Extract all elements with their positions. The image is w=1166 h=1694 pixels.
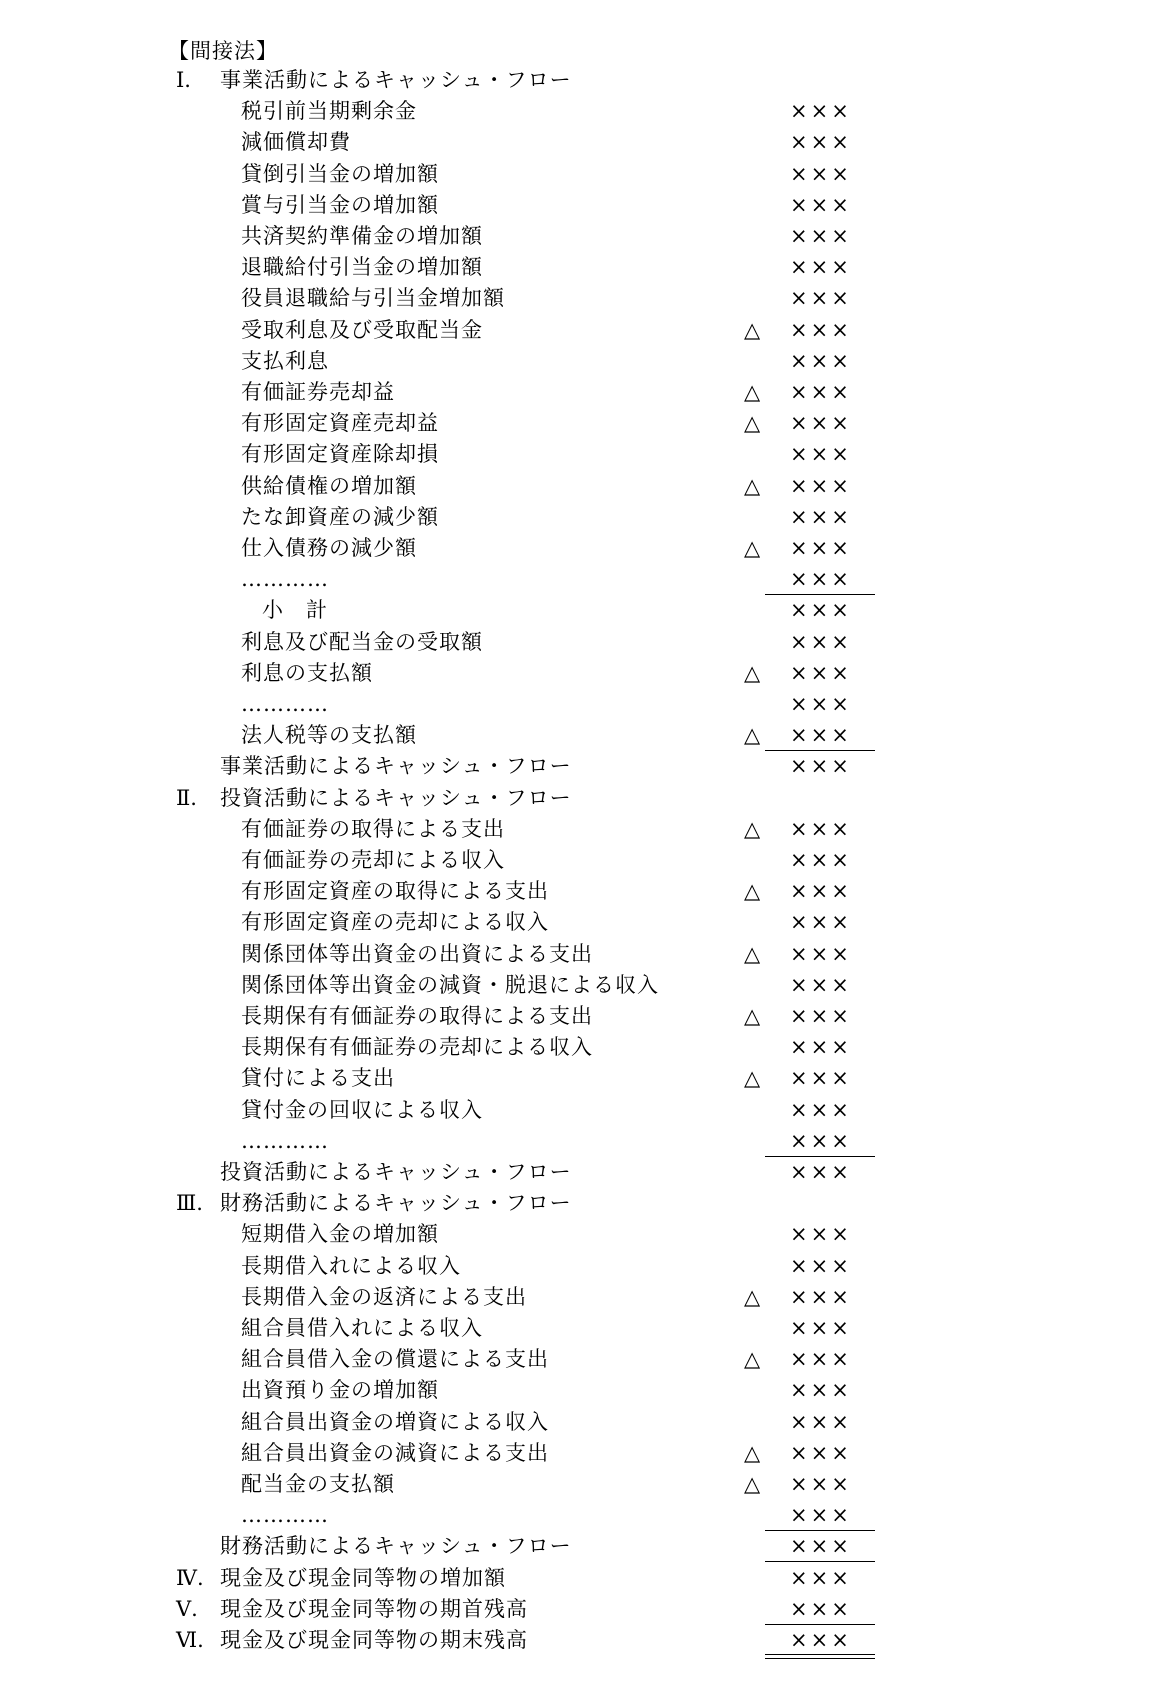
line-item-label: 有形固定資産除却損 bbox=[241, 442, 439, 467]
amount-value: ××× bbox=[790, 1503, 852, 1528]
amount-value: ××× bbox=[790, 504, 852, 529]
line-item-label: 有形固定資産の売却による収入 bbox=[241, 910, 549, 935]
amount-value: ××× bbox=[790, 1409, 852, 1434]
statement-row bbox=[0, 1407, 1166, 1438]
statement-row bbox=[0, 1032, 1166, 1063]
line-item-label: 利息及び配当金の受取額 bbox=[241, 629, 483, 654]
section-number: Ⅵ. bbox=[176, 1628, 204, 1652]
amount-value: ××× bbox=[790, 1004, 852, 1028]
line-item-label: 現金及び現金同等物の増加額 bbox=[220, 1565, 506, 1590]
negative-triangle-mark: △ bbox=[744, 879, 761, 904]
statement-row bbox=[0, 1344, 1166, 1375]
statement-row bbox=[0, 252, 1166, 283]
line-item-label: 配当金の支払額 bbox=[241, 1472, 395, 1496]
negative-triangle-mark: △ bbox=[744, 816, 761, 841]
line-item-label: 税引前当期剰余金 bbox=[241, 99, 417, 124]
statement-row bbox=[0, 814, 1166, 845]
section-number: Ⅲ. bbox=[176, 1191, 203, 1216]
line-item-label: 組合員借入れによる収入 bbox=[241, 1316, 483, 1340]
line-item-label: 有形固定資産売却益 bbox=[241, 411, 439, 436]
line-item-label: 有価証券の売却による収入 bbox=[241, 848, 505, 872]
line-item-label: 関係団体等出資金の減資・脱退による収入 bbox=[241, 972, 659, 997]
statement-row bbox=[0, 1375, 1166, 1406]
negative-triangle-mark: △ bbox=[744, 1066, 761, 1091]
amount-value: ××× bbox=[790, 567, 852, 592]
statement-row bbox=[0, 1095, 1166, 1126]
amount-value: ××× bbox=[790, 130, 852, 155]
negative-triangle-mark: △ bbox=[744, 660, 761, 685]
section-heading-row bbox=[0, 783, 1166, 814]
amount-value: ××× bbox=[790, 754, 852, 779]
statement-row bbox=[0, 1531, 1166, 1562]
amount-value: ××× bbox=[790, 348, 852, 373]
statement-row bbox=[0, 1063, 1166, 1094]
negative-triangle-mark: △ bbox=[744, 941, 761, 966]
statement-row bbox=[0, 564, 1166, 595]
line-item-label: 出資預り金の増加額 bbox=[241, 1378, 439, 1403]
negative-triangle-mark: △ bbox=[744, 317, 761, 342]
amount-value: ××× bbox=[790, 1097, 852, 1122]
statement-row bbox=[0, 845, 1166, 876]
statement-row bbox=[0, 471, 1166, 502]
line-item-label: 供給債権の増加額 bbox=[241, 473, 417, 498]
negative-triangle-mark: △ bbox=[744, 723, 761, 748]
statement-row bbox=[0, 907, 1166, 938]
negative-triangle-mark: △ bbox=[744, 1284, 761, 1309]
statement-row bbox=[0, 1219, 1166, 1250]
statement-row bbox=[0, 1126, 1166, 1157]
amount-value: ××× bbox=[790, 1222, 852, 1247]
statement-row bbox=[0, 1282, 1166, 1313]
amount-value: ××× bbox=[790, 660, 852, 685]
amount-value: ××× bbox=[790, 1128, 852, 1153]
negative-triangle-mark: △ bbox=[744, 1440, 761, 1465]
statement-row bbox=[0, 127, 1166, 158]
negative-triangle-mark: △ bbox=[744, 411, 761, 436]
amount-value: ××× bbox=[790, 1253, 852, 1278]
statement-row bbox=[0, 1001, 1166, 1032]
statement-row bbox=[0, 533, 1166, 564]
statement-row bbox=[0, 1313, 1166, 1344]
line-item-label: 長期借入れによる収入 bbox=[241, 1253, 461, 1278]
line-item-label: 関係団体等出資金の出資による支出 bbox=[241, 941, 593, 966]
amount-value: ××× bbox=[790, 629, 852, 654]
line-item-label: 長期借入金の返済による支出 bbox=[241, 1284, 527, 1309]
document-title-row bbox=[0, 36, 1166, 67]
statement-row bbox=[0, 1438, 1166, 1469]
amount-value: ××× bbox=[790, 910, 852, 935]
amount-value: ××× bbox=[790, 723, 852, 748]
line-item-label: 組合員借入金の償還による支出 bbox=[241, 1347, 549, 1372]
line-item-label: 退職給付引当金の増加額 bbox=[241, 255, 483, 280]
line-item-label: 賞与引当金の増加額 bbox=[241, 192, 439, 217]
line-item-label: 事業活動によるキャッシュ・フロー bbox=[220, 754, 572, 779]
amount-value: ××× bbox=[790, 848, 852, 872]
amount-value: ××× bbox=[790, 1284, 852, 1309]
amount-value: ××× bbox=[790, 1596, 852, 1621]
section-heading-row bbox=[0, 1563, 1166, 1594]
amount-value: ××× bbox=[790, 1628, 852, 1652]
line-item-label: 支払利息 bbox=[241, 348, 329, 373]
line-item-label: 組合員出資金の減資による支出 bbox=[241, 1440, 549, 1465]
statement-row bbox=[0, 720, 1166, 751]
line-item-label: 有価証券売却益 bbox=[241, 380, 395, 404]
statement-row bbox=[0, 502, 1166, 533]
line-item-label: ………… bbox=[241, 692, 329, 716]
line-item-label: 現金及び現金同等物の期首残高 bbox=[220, 1596, 528, 1621]
line-item-label: 有形固定資産の取得による支出 bbox=[241, 879, 549, 904]
statement-row bbox=[0, 96, 1166, 127]
statement-row bbox=[0, 1469, 1166, 1500]
amount-value: ××× bbox=[790, 1066, 852, 1091]
amount-value: ××× bbox=[790, 99, 852, 124]
negative-triangle-mark: △ bbox=[744, 1004, 761, 1028]
statement-row bbox=[0, 627, 1166, 658]
amount-value: ××× bbox=[790, 692, 852, 716]
statement-row bbox=[0, 377, 1166, 408]
amount-value: ××× bbox=[790, 411, 852, 436]
line-item-label: 事業活動によるキャッシュ・フロー bbox=[220, 68, 572, 92]
amount-value: ××× bbox=[790, 380, 852, 404]
statement-row bbox=[0, 1251, 1166, 1282]
amount-value: ××× bbox=[790, 224, 852, 248]
negative-triangle-mark: △ bbox=[744, 473, 761, 498]
line-item-label: 共済契約準備金の増加額 bbox=[241, 224, 483, 248]
line-item-label: 財務活動によるキャッシュ・フロー bbox=[220, 1534, 572, 1559]
line-item-label: 貸付による支出 bbox=[241, 1066, 395, 1091]
amount-value: ××× bbox=[790, 442, 852, 467]
amount-value: ××× bbox=[790, 255, 852, 280]
statement-row bbox=[0, 221, 1166, 252]
statement-row bbox=[0, 315, 1166, 346]
section-number: Ⅰ. bbox=[176, 68, 191, 92]
negative-triangle-mark: △ bbox=[744, 380, 761, 404]
amount-value: ××× bbox=[790, 879, 852, 904]
statement-row bbox=[0, 190, 1166, 221]
line-item-label: 投資活動によるキャッシュ・フロー bbox=[220, 785, 572, 810]
amount-value: ××× bbox=[790, 1440, 852, 1465]
amount-value: ××× bbox=[790, 473, 852, 498]
section-heading-row bbox=[0, 1188, 1166, 1219]
amount-value: ××× bbox=[790, 317, 852, 342]
statement-row bbox=[0, 595, 1166, 626]
amount-value: ××× bbox=[790, 161, 852, 186]
line-item-label: 財務活動によるキャッシュ・フロー bbox=[220, 1191, 572, 1216]
amount-value: ××× bbox=[790, 941, 852, 966]
amount-value: ××× bbox=[790, 192, 852, 217]
line-item-label: 受取利息及び受取配当金 bbox=[241, 317, 483, 342]
statement-row bbox=[0, 1157, 1166, 1188]
line-item-label: 貸倒引当金の増加額 bbox=[241, 161, 439, 186]
amount-value: ××× bbox=[790, 536, 852, 560]
line-item-label: 減価償却費 bbox=[241, 130, 351, 155]
section-heading-row bbox=[0, 65, 1166, 96]
document-title: 【間接法】 bbox=[168, 39, 278, 63]
line-item-label: ………… bbox=[241, 567, 329, 592]
line-item-label: 短期借入金の増加額 bbox=[241, 1222, 439, 1247]
amount-value: ××× bbox=[790, 972, 852, 997]
line-item-label: 小 計 bbox=[262, 598, 328, 623]
line-item-label: 有価証券の取得による支出 bbox=[241, 816, 505, 841]
line-item-label: ………… bbox=[241, 1503, 329, 1528]
statement-row bbox=[0, 751, 1166, 782]
statement-row bbox=[0, 408, 1166, 439]
section-number: Ⅱ. bbox=[176, 785, 197, 810]
line-item-label: 長期保有有価証券の取得による支出 bbox=[241, 1004, 593, 1028]
statement-row bbox=[0, 159, 1166, 190]
statement-row bbox=[0, 658, 1166, 689]
section-number: Ⅴ. bbox=[176, 1596, 198, 1621]
statement-row bbox=[0, 689, 1166, 720]
double-underline-rule bbox=[765, 1654, 875, 1659]
section-number: Ⅳ. bbox=[176, 1565, 204, 1590]
amount-value: ××× bbox=[790, 1035, 852, 1060]
statement-row bbox=[0, 876, 1166, 907]
statement-row bbox=[0, 439, 1166, 470]
statement-row bbox=[0, 283, 1166, 314]
line-item-label: 投資活動によるキャッシュ・フロー bbox=[220, 1160, 572, 1184]
amount-value: ××× bbox=[790, 286, 852, 311]
line-item-label: たな卸資産の減少額 bbox=[241, 504, 439, 529]
line-item-label: 長期保有有価証券の売却による収入 bbox=[241, 1035, 593, 1060]
line-item-label: 利息の支払額 bbox=[241, 660, 373, 685]
statement-row bbox=[0, 1500, 1166, 1531]
section-heading-row bbox=[0, 1625, 1166, 1656]
line-item-label: 仕入債務の減少額 bbox=[241, 536, 417, 560]
amount-value: ××× bbox=[790, 1472, 852, 1496]
amount-value: ××× bbox=[790, 1378, 852, 1403]
line-item-label: ………… bbox=[241, 1128, 329, 1153]
negative-triangle-mark: △ bbox=[744, 536, 761, 560]
amount-value: ××× bbox=[790, 598, 852, 623]
line-item-label: 現金及び現金同等物の期末残高 bbox=[220, 1628, 528, 1652]
amount-value: ××× bbox=[790, 1534, 852, 1559]
statement-row bbox=[0, 939, 1166, 970]
negative-triangle-mark: △ bbox=[744, 1347, 761, 1372]
line-item-label: 役員退職給与引当金増加額 bbox=[241, 286, 505, 311]
amount-value: ××× bbox=[790, 1316, 852, 1340]
statement-row bbox=[0, 346, 1166, 377]
line-item-label: 組合員出資金の増資による収入 bbox=[241, 1409, 549, 1434]
statement-row bbox=[0, 970, 1166, 1001]
amount-value: ××× bbox=[790, 1160, 852, 1184]
line-item-label: 法人税等の支払額 bbox=[241, 723, 417, 748]
negative-triangle-mark: △ bbox=[744, 1472, 761, 1496]
amount-value: ××× bbox=[790, 816, 852, 841]
section-heading-row bbox=[0, 1594, 1166, 1625]
amount-value: ××× bbox=[790, 1565, 852, 1590]
line-item-label: 貸付金の回収による収入 bbox=[241, 1097, 483, 1122]
amount-value: ××× bbox=[790, 1347, 852, 1372]
